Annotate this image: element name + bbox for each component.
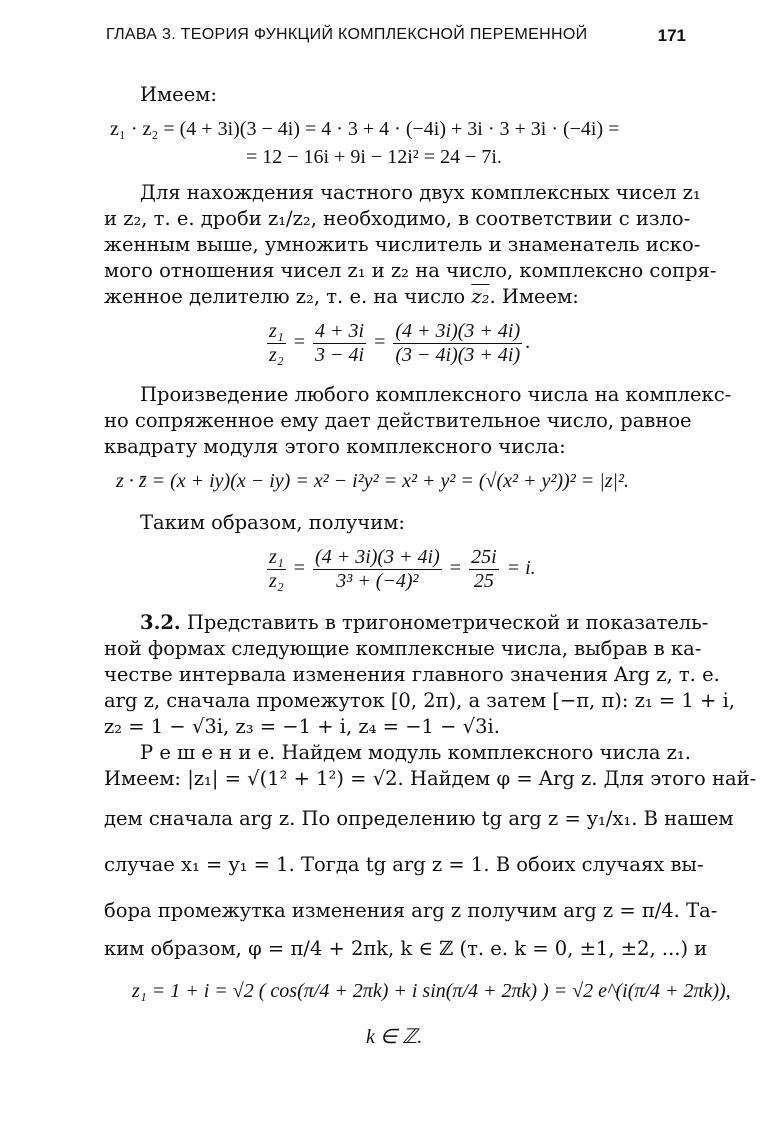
paragraph-line: мого отношения чисел z₁ и z₂ на число, комплексно сопря-	[104, 259, 717, 282]
solution-line	[140, 740, 691, 766]
conjugate-symbol: z₂	[471, 285, 490, 308]
solution-line: случае x₁ = y₁ = 1. Тогда tg arg z = 1. В обоих случаях вы-	[104, 853, 704, 876]
task-text: Представить в тригонометрической и показатель-	[186, 611, 709, 634]
page-number: 171	[657, 26, 686, 45]
paragraph-line	[104, 284, 682, 310]
fraction: $\frac{\text{z₁}}{\text{z₂}}$	[269, 320, 284, 366]
paragraph-line-text: . Имеем:	[489, 285, 579, 308]
solution-line: бора промежутка изменения arg z получим arg z = π/4. Та-	[104, 899, 718, 922]
paragraph-line: женным выше, умножить числитель и знаменатель иско-	[104, 233, 701, 256]
solution-line: ким образом, φ = π/4 + 2πk, k ∈ ℤ (т. е. k = 0, ±1, ±2, ...) и	[104, 937, 708, 960]
chapter-title: ГЛАВА 3. ТЕОРИЯ ФУНКЦИЙ КОМПЛЕКСНОЙ ПЕРЕМЕННОЙ	[106, 26, 588, 43]
equation-result: $\frac{\text{z₁}}{\text{z₂}}$ = $\frac{(4 + 3i)(3 + 4i)}{\text{3³ + (−4)²}}$ = $\frac{25i}{25}$ = i.	[269, 546, 536, 592]
task-line: z₂ = 1 − √3i, z₃ = −1 + i, z₄ = −1 − √3i.	[104, 715, 500, 738]
task-line: ной формах следующие комплексные числа, выбрав в ка-	[104, 637, 702, 660]
solution-line: Имеем: |z₁| = √(1² + 1²) = √2. Найдем φ = Arg z. Для этого най-	[104, 767, 757, 790]
paragraph-line: Произведение любого комплексного числа на комплекс-	[140, 383, 732, 406]
fraction: $\frac{25i}{25}$	[471, 546, 497, 592]
equation-product-line1: z₁ · z₂ = (4 + 3i)(3 − 4i) = 4 · 3 + 4 · (−4i) + 3i · 3 + 3i · (−4i) =	[110, 118, 620, 140]
task-line: честве интервала изменения главного значения Arg z, т. е.	[104, 663, 720, 686]
paragraph-line: Таким образом, получим:	[140, 511, 405, 534]
paragraph-line: и z₂, т. е. дроби z₁/z₂, необходимо, в соответствии с изло-	[104, 207, 691, 230]
equation-exponential-form: z₁ = 1 + i = √2 ( cos(π/4 + 2πk) + i sin(π/4 + 2πk) ) = √2 e^(i(π/4 + 2πk)),	[132, 980, 731, 1002]
paragraph-line: Для нахождения частного двух комплексных чисел z₁	[140, 181, 701, 204]
solution-line: дем сначала arg z. По определению tg arg z = y₁/x₁. В нашем	[104, 807, 734, 830]
task-line	[140, 610, 709, 636]
text-imeem: Имеем:	[140, 83, 217, 106]
paragraph-line: но сопряженное ему дает действительное число, равное	[104, 409, 692, 432]
fraction: $\frac{\text{z₁}}{\text{z₂}}$	[269, 546, 284, 592]
solution-text: Найдем модуль комплексного числа z₁.	[281, 741, 691, 764]
paragraph-line-text: женное делителю z₂, т. е. на число	[104, 285, 466, 308]
fraction: $\frac{(4 + 3i)(3 + 4i)}{\text{3³ + (−4)²}}$	[315, 546, 440, 592]
equation-quotient: $\frac{\text{z₁}}{\text{z₂}}$ = $\frac{4 + 3i}{3 - 4i}$ = $\frac{(4 + 3i)(3 + 4i)}{(3 - 4i)(3 + 4i)}$ .	[269, 320, 531, 366]
fraction: $\frac{(4 + 3i)(3 + 4i)}{(3 - 4i)(3 + 4i)}$	[395, 320, 521, 366]
fraction: $\frac{4 + 3i}{3 - 4i}$	[315, 320, 365, 366]
paragraph-line: квадрату модуля этого комплексного числа:	[104, 435, 566, 458]
solution-label: Р е ш е н и е.	[140, 741, 276, 764]
equation-modulus: z · z̄ = (x + iy)(x − iy) = x² − i²y² = x² + y² = (√(x² + y²))² = |z|².	[116, 470, 629, 492]
equation-k-domain: k ∈ ℤ.	[366, 1026, 423, 1048]
task-line: arg z, сначала промежуток [0, 2π), а затем [−π, π): z₁ = 1 + i,	[104, 689, 735, 712]
page-header	[106, 26, 686, 50]
task-number: 3.2.	[140, 611, 181, 634]
equation-product-line2: = 12 − 16i + 9i − 12i² = 24 − 7i.	[246, 146, 502, 168]
